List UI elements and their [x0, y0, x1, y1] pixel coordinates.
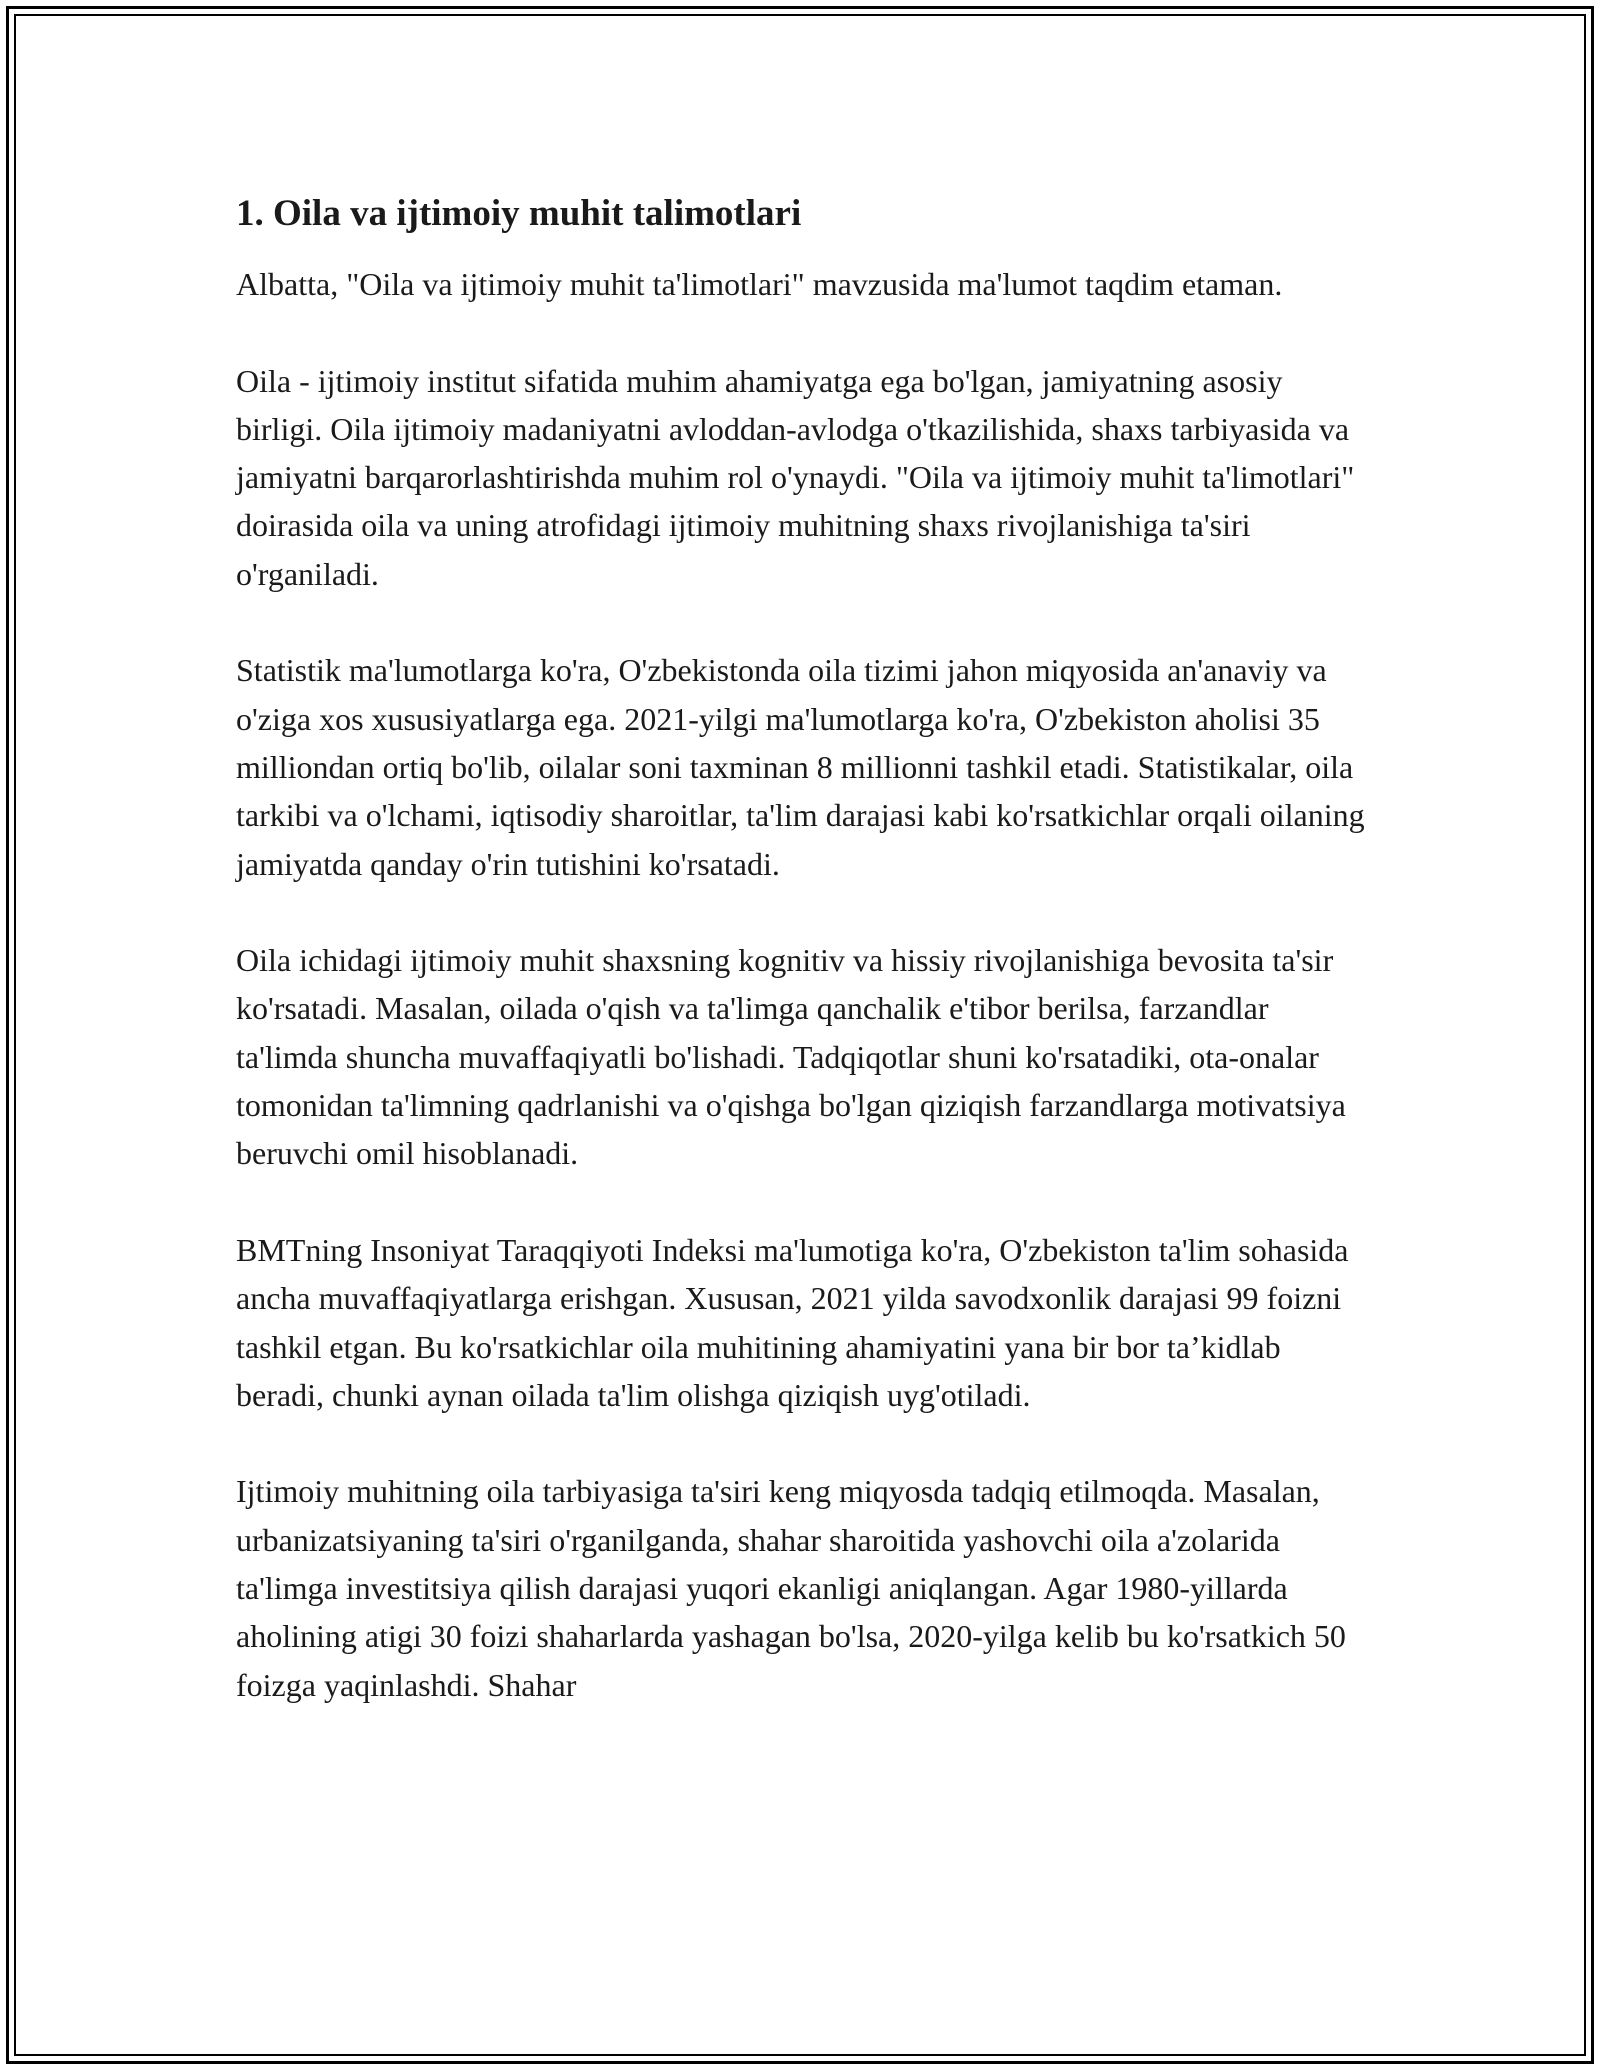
- paragraph-family-institution: Oila - ijtimoiy institut sifatida muhim ahamiyatga ega bo'lgan, jamiyatning asosiy birligi. Oila ijtimoiy madaniyatni avloddan-avlodga o'tkazilishida, shaxs tarbiyasida va jamiyatni barqarorlashtirishda muhim rol o'ynaydi. "Oila va ijtimoiy muhit ta'limotlari" doirasida oila va uning atrofidagi ijtimoiy muhitning shaxs rivojlanishiga ta'siri o'rganiladi.: [236, 362, 1355, 592]
- paragraph-urbanization: Ijtimoiy muhitning oila tarbiyasiga ta'siri keng miqyosda tadqiq etilmoqda. Masalan, urbanizatsiyaning ta'siri o'rganilganda, shahar sharoitida yashovchi oila a'zolarida ta'limga investitsiya qilish darajasi yuqori ekanligi aniqlangan. Agar 1980-yillarda aholining atigi 30 foizi shaharlarda yashagan bo'lsa, 2020-yilga kelib bu ko'rsatkich 50 foizga yaqinlashdi. Shahar: [236, 1473, 1346, 1703]
- page-title: 1. Oila va ijtimoiy muhit talimotlari: [236, 193, 802, 234]
- paragraph-intro: Albatta, "Oila va ijtimoiy muhit ta'limotlari" mavzusida ma'lumot taqdim etaman.: [236, 266, 1283, 302]
- paragraph-family-environment: Oila ichidagi ijtimoiy muhit shaxsning kognitiv va hissiy rivojlanishiga bevosita ta'sir ko'rsatadi. Masalan, oilada o'qish va ta'limga qanchalik e'tibor berilsa, farzandlar ta'limda shuncha muvaffaqiyatli bo'lishadi. Tadqiqotlar shuni ko'rsatadiki, ota-onalar tomonidan ta'limning qadrlanishi va o'qishga bo'lgan qiziqish farzandlarga motivatsiya beruvchi omil hisoblanadi.: [236, 942, 1346, 1172]
- document-page: [236, 188, 1366, 1757]
- paragraph-hdi: BMTning Insoniyat Taraqqiyoti Indeksi ma'lumotiga ko'ra, O'zbekiston ta'lim sohasida ancha muvaffaqiyatlarga erishgan. Xususan, 2021 yilda savodxonlik darajasi 99 foizni tashkil etgan. Bu ko'rsatkichlar oila muhitining ahamiyatini yana bir bor ta’kidlab beradi, chunki aynan oilada ta'lim olishga qiziqish uyg'otiladi.: [236, 1231, 1349, 1413]
- paragraph-statistics: Statistik ma'lumotlarga ko'ra, O'zbekistonda oila tizimi jahon miqyosida an'anaviy va o'ziga xos xususiyatlarga ega. 2021-yilgi ma'lumotlarga ko'ra, O'zbekiston aholisi 35 milliondan ortiq bo'lib, oilalar soni taxminan 8 millionni tashkil etadi. Statistikalar, oila tarkibi va o'lchami, iqtisodiy sharoitlar, ta'lim darajasi kabi ko'rsatkichlar orqali oilaning jamiyatda qanday o'rin tutishini ko'rsatadi.: [236, 652, 1365, 882]
